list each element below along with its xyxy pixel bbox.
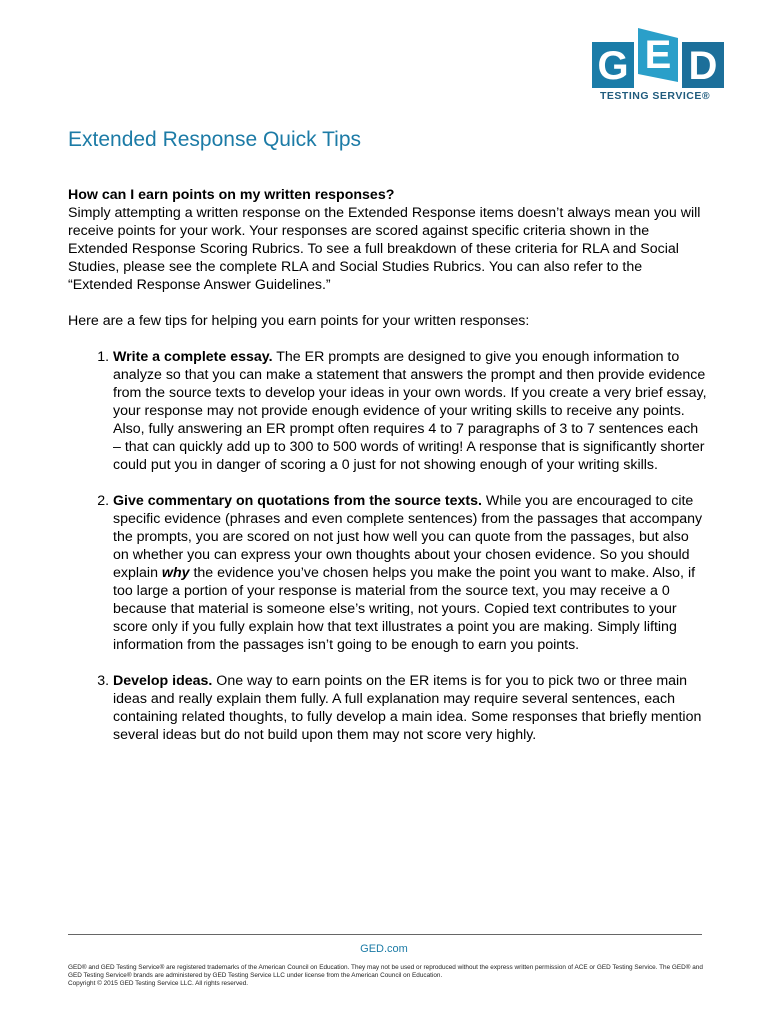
tip-heading: Develop ideas. [113, 673, 213, 689]
tip-text: One way to earn points on the ER items is for you to pick two or three main ideas and really explain them fully. A full explanation may require several sentences, each containing related thoughts, to fully develop a main idea. Some responses that briefly mention several ideas but do not build upon them may not score very highly. [113, 673, 702, 743]
copyright-notice: Copyright © 2015 GED Testing Service LLC. All rights reserved. [68, 980, 249, 988]
document-body [68, 186, 708, 762]
footer-divider [68, 934, 702, 935]
list-item [113, 672, 708, 744]
logo-tagline: TESTING SERVICE® [600, 90, 711, 102]
tip-text: The ER prompts are designed to give you enough information to analyze so that you can make a statement that answers the prompt and then provide evidence from the source texts to develop your ideas in your own words. If you create a very brief essay, your response may not provide enough evidence of your writing skills to receive any points. Also, fully answering an ER prompt often requires 4 to 7 paragraphs of 3 to 7 sentences each – that can quickly add up to 300 to 500 words of writing! A response that is significantly shorter could put you in danger of scoring a 0 just for not showing enough of your writing skills. [113, 349, 707, 473]
question-heading: How can I earn points on my written responses? [68, 187, 395, 203]
trademark-notice: GED® and GED Testing Service® are registered trademarks of the American Council on Education. They may not be used or reproduced without the express written permission of ACE or GED Testing Service. The GED® and GED Testing Service® brands are administered by GED Testing Service LLC under license from the American Council on Education. [68, 964, 703, 980]
page-title: Extended Response Quick Tips [68, 128, 361, 151]
intro-paragraph: Simply attempting a written response on the Extended Response items doesn’t always mean you will receive points for your work. Your responses are scored against specific criteria shown in the Extended Response Scoring Rubrics. To see a full breakdown of these criteria for RLA and Social Studies, please see the complete RLA and Social Studies Rubrics. You can also refer to the “Extended Response Answer Guidelines.” [68, 205, 701, 293]
list-item [113, 348, 708, 474]
tip-text: the evidence you’ve chosen helps you make the point you want to make. Also, if too large a portion of your response is material from the source text, you may receive a 0 because that material is someone else’s writing, not yours. Copied text contributes to your score only if you fully explain how that text illustrates a point you are making. Simply lifting information from the passages isn’t going to be enough to earn you points. [113, 565, 696, 653]
tips-list [68, 348, 708, 744]
tip-emphasis: why [161, 565, 190, 581]
footer-legal [68, 964, 708, 989]
tips-lead: Here are a few tips for helping you earn points for your written responses: [68, 313, 530, 329]
ged-logo [588, 22, 732, 106]
footer-website-link[interactable]: GED.com [360, 943, 408, 955]
list-item [113, 492, 708, 654]
tip-text: While you are encouraged to cite specific evidence (phrases and even complete sentences) from the passages that accompany the prompts, you are scored on not just how well you can quote from the passages, but also on whether you can express your own thoughts about your chosen evidence. So you should explain [113, 493, 703, 581]
tip-heading: Give commentary on quotations from the source texts. [113, 493, 482, 509]
tip-heading: Write a complete essay. [113, 349, 273, 365]
logo-letter-d: D [688, 44, 718, 88]
logo-letter-e: E [644, 33, 672, 77]
logo-letter-g: G [597, 44, 629, 88]
